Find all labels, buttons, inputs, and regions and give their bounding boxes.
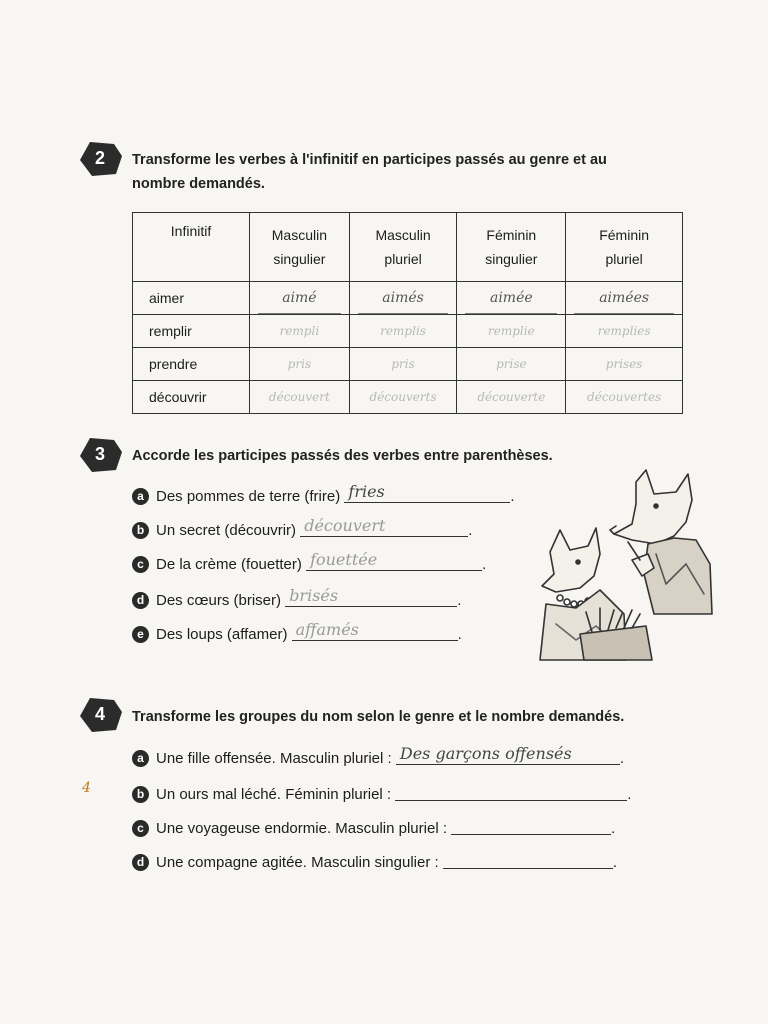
answer-blank[interactable]: brisés [285, 586, 457, 607]
item-letter-badge: d [132, 592, 149, 609]
exercise-4-item-d: d Une compagne agitée. Masculin singulier : . [132, 848, 619, 870]
header-infinitif: Infinitif [133, 213, 250, 282]
exercise-3-instruction: Accorde les participes passés des verbes entre parenthèses. [132, 448, 553, 464]
answer-cell[interactable]: découverts [349, 381, 457, 414]
item-text: Des cœurs (briser) [156, 592, 282, 609]
item-text: Une voyageuse endormie. Masculin pluriel : [156, 820, 447, 837]
exercise-3-badge [76, 434, 124, 474]
answer-blank[interactable]: Des garçons offensés [396, 744, 620, 765]
exercise-2-number: 2 [94, 148, 105, 168]
header-masc-plur: Masculin pluriel [349, 213, 457, 282]
answer-cell[interactable]: remplie [457, 315, 566, 348]
exercise-3-item-c: c De la crème (fouetter) fouettée . [132, 550, 488, 572]
answer-blank[interactable]: fouettée [306, 550, 482, 571]
verb-cell: prendre [133, 348, 250, 381]
table-row [133, 282, 683, 315]
table-row [133, 315, 683, 348]
answer-blank[interactable]: affamés [292, 620, 458, 641]
item-letter-badge: c [132, 556, 149, 573]
item-text: Une fille offensée. Masculin pluriel : [156, 750, 392, 767]
item-text: Un ours mal léché. Féminin pluriel : [156, 786, 392, 803]
exercise-4-instruction: Transforme les groupes du nom selon le genre et le nombre demandés. [132, 709, 625, 725]
margin-note: 4 [82, 780, 91, 796]
item-text: De la crème (fouetter) [156, 556, 302, 573]
verb-cell: découvrir [133, 381, 250, 414]
exercise-4-item-b: b Un ours mal léché. Féminin pluriel : . [132, 780, 633, 802]
exercise-4-item-a: a Une fille offensée. Masculin pluriel : Des garçons offensés . [132, 744, 626, 766]
answer-cell[interactable]: aimé [250, 282, 350, 315]
verb-cell: aimer [133, 282, 250, 315]
answer-cell[interactable]: pris [349, 348, 457, 381]
exercise-4-number: 4 [94, 704, 105, 724]
exercise-3-item-a: a Des pommes de terre (frire) fries . [132, 482, 516, 504]
item-text: Des pommes de terre (frire) [156, 488, 341, 505]
answer-cell[interactable]: aimés [349, 282, 457, 315]
answer-blank[interactable] [395, 780, 627, 801]
exercise-4-item-c: c Une voyageuse endormie. Masculin pluriel : . [132, 814, 617, 836]
header-fem-sing: Féminin singulier [457, 213, 566, 282]
answer-cell[interactable]: aimée [457, 282, 566, 315]
participle-table [132, 212, 683, 414]
item-text: Des loups (affamer) [156, 626, 288, 643]
answer-cell[interactable]: prise [457, 348, 566, 381]
table-row [133, 381, 683, 414]
answer-cell[interactable]: découvert [250, 381, 350, 414]
answer-blank[interactable]: fries [344, 482, 510, 503]
answer-cell[interactable]: aimées [566, 282, 683, 315]
exercise-3-item-e: e Des loups (affamer) affamés . [132, 620, 464, 642]
answer-cell[interactable]: rempli [250, 315, 350, 348]
answer-blank[interactable] [443, 848, 613, 869]
item-letter-badge: c [132, 820, 149, 837]
answer-cell[interactable]: pris [250, 348, 350, 381]
item-letter-badge: b [132, 786, 149, 803]
table-row [133, 348, 683, 381]
item-letter-badge: a [132, 750, 149, 767]
item-letter-badge: a [132, 488, 149, 505]
answer-cell[interactable]: remplis [349, 315, 457, 348]
item-letter-badge: e [132, 626, 149, 643]
header-fem-plur: Féminin pluriel [566, 213, 683, 282]
exercise-2-instruction [132, 148, 607, 196]
answer-blank[interactable] [451, 814, 611, 835]
item-text: Une compagne agitée. Masculin singulier : [156, 854, 439, 871]
answer-cell[interactable]: prises [566, 348, 683, 381]
exercise-3-number: 3 [94, 444, 105, 464]
item-letter-badge: b [132, 522, 149, 539]
exercise-2-badge [76, 138, 124, 178]
wolves-eating-fries-icon [536, 464, 718, 664]
table-header-row [133, 213, 683, 282]
exercise-3-item-d: d Des cœurs (briser) brisés . [132, 586, 463, 608]
item-letter-badge: d [132, 854, 149, 871]
instruction-line-2: nombre demandés. [132, 176, 265, 192]
instruction-line-1: Transforme les verbes à l'infinitif en participes passés au genre et au [132, 152, 607, 168]
verb-cell: remplir [133, 315, 250, 348]
answer-cell[interactable]: découverte [457, 381, 566, 414]
header-masc-sing: Masculin singulier [250, 213, 350, 282]
exercise-4-badge [76, 694, 124, 734]
item-text: Un secret (découvrir) [156, 522, 297, 539]
answer-cell[interactable]: découvertes [566, 381, 683, 414]
answer-cell[interactable]: remplies [566, 315, 683, 348]
answer-blank[interactable]: découvert [300, 516, 468, 537]
exercise-3-item-b: b Un secret (découvrir) découvert . [132, 516, 474, 538]
